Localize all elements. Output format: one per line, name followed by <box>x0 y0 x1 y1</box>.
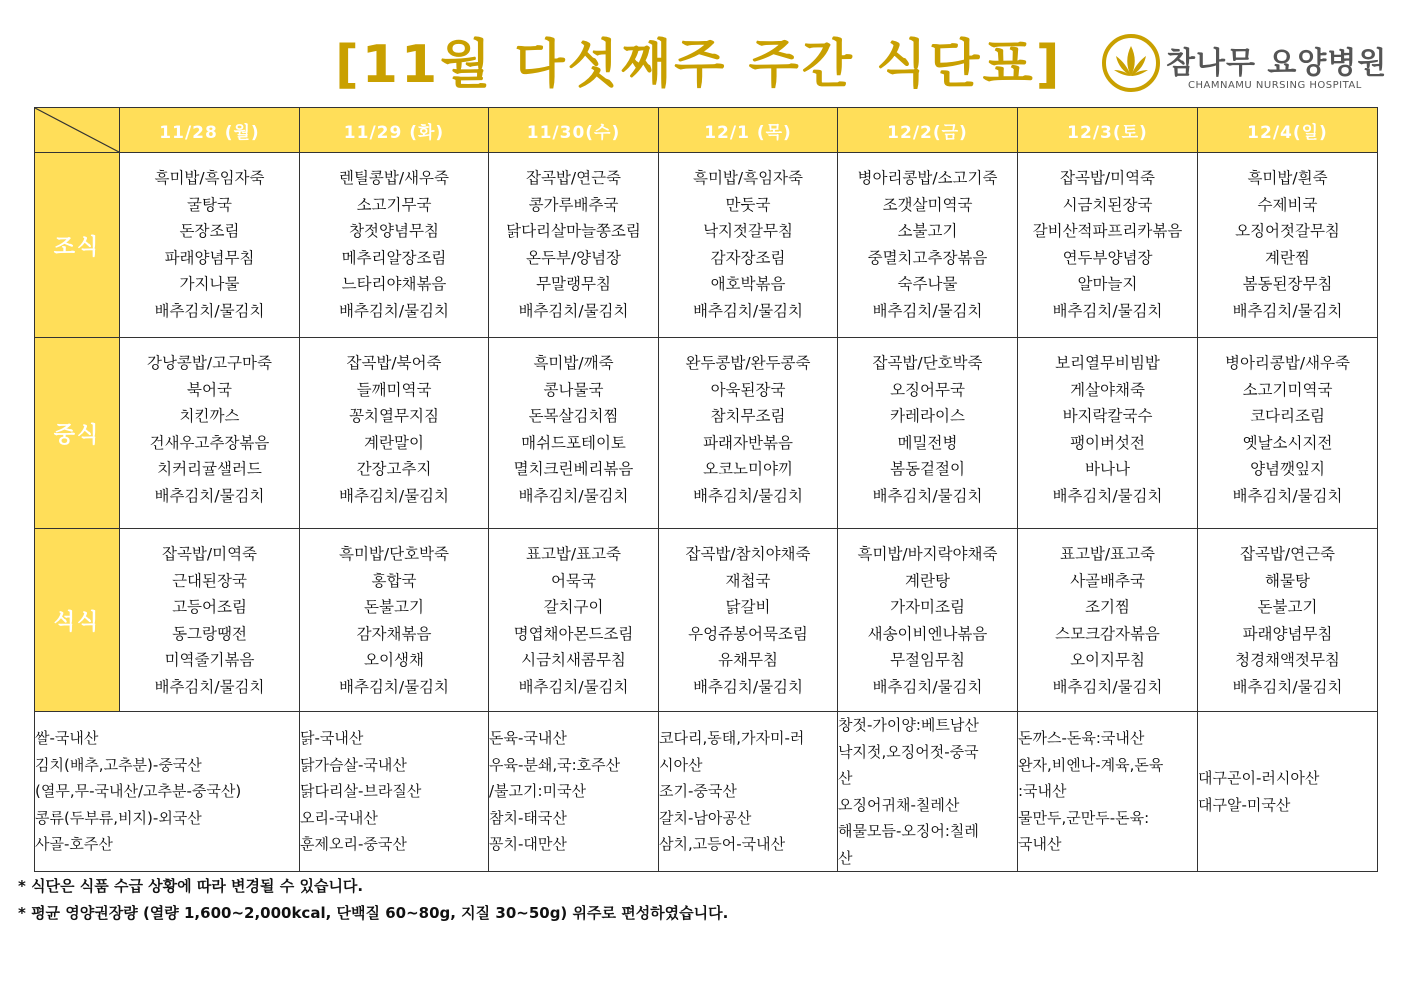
origin-line: 오징어귀채-칠레산 <box>838 795 960 814</box>
origin-cell <box>1198 712 1378 872</box>
breakfast-row <box>35 153 1378 338</box>
menu-item: 옛날소시지전 <box>1242 433 1333 452</box>
weekly-menu-table <box>34 107 1378 872</box>
menu-item: 배추김치/물김치 <box>1232 486 1343 505</box>
day-header: 11/28 (월) <box>120 108 300 153</box>
origin-line: 갈치-남아공산 <box>659 808 752 827</box>
logo-subtitle: CHAMNAMU NURSING HOSPITAL <box>1188 80 1362 91</box>
menu-item: 간장고추지 <box>356 460 432 479</box>
menu-item: 배추김치/물김치 <box>518 301 629 320</box>
menu-item: 흑미밥/흑임자죽 <box>692 169 804 187</box>
origin-line: 돈육-국내산 <box>489 729 567 748</box>
menu-item: 근대된장국 <box>172 571 247 590</box>
menu-item: 잡곡밥/미역죽 <box>161 545 258 563</box>
meal-label: 조식 <box>35 153 120 338</box>
menu-item: 오이생채 <box>364 651 424 670</box>
meal-label: 중식 <box>35 338 120 529</box>
menu-item: 알마늘지 <box>1077 275 1138 294</box>
menu-cell <box>489 529 659 712</box>
menu-item: 흑미밥/흰죽 <box>1247 169 1328 187</box>
menu-item: 조갯살미역국 <box>882 195 973 214</box>
menu-item: 보리열무비빔밥 <box>1055 354 1160 372</box>
menu-cell <box>659 338 838 529</box>
origin-line: 대구알-미국산 <box>1198 795 1291 814</box>
menu-item: 홍합국 <box>371 571 417 590</box>
origin-line: 닭다리살-브라질산 <box>300 782 422 801</box>
menu-item: 코다리조림 <box>1250 407 1325 426</box>
origin-line: 콩류(두부류,비지)-외국산 <box>35 808 202 827</box>
origin-line: 대구곤이-러시아산 <box>1198 769 1320 787</box>
menu-item: 양념깻잎지 <box>1250 460 1325 479</box>
menu-item: 우엉쥬봉어묵조림 <box>688 624 808 643</box>
origin-line: (열무,무-국내산/고추분-중국산) <box>35 782 242 801</box>
menu-item: 오코노미야끼 <box>703 460 793 479</box>
menu-item: 흑미밥/단호박죽 <box>338 545 450 563</box>
menu-item: 유채무침 <box>718 651 778 670</box>
menu-item: 흑미밥/바지락야채죽 <box>857 545 998 563</box>
menu-item: 가지나물 <box>179 275 240 294</box>
origin-line: 낙지젓,오징어젓-중국 <box>838 742 979 761</box>
menu-item: 배추김치/물김치 <box>518 486 629 505</box>
menu-item: 배추김치/물김치 <box>338 677 450 696</box>
origin-line: 돈까스-돈육:국내산 <box>1018 729 1145 748</box>
menu-item: 소고기미역국 <box>1242 380 1333 399</box>
menu-item: 잡곡밥/단호박죽 <box>872 354 983 372</box>
menu-item: 느타리야채볶음 <box>341 275 447 294</box>
menu-item: 흑미밥/깨죽 <box>533 354 614 372</box>
menu-item: 감자장조림 <box>710 248 786 267</box>
menu-cell <box>1018 529 1198 712</box>
menu-cell <box>300 338 489 529</box>
menu-item: 치커리귤샐러드 <box>157 460 262 479</box>
origin-cell <box>489 712 659 872</box>
menu-item: 재첩국 <box>725 571 771 590</box>
menu-item: 배추김치/물김치 <box>1052 301 1163 320</box>
menu-cell <box>1198 153 1378 338</box>
origin-line: /불고기:미국산 <box>489 782 587 801</box>
menu-item: 배추김치/물김치 <box>1232 301 1343 320</box>
origin-line: 사골-호주산 <box>35 835 113 854</box>
origin-line: 삼치,고등어-국내산 <box>659 835 786 854</box>
menu-cell <box>120 338 300 529</box>
menu-item: 닭갈비 <box>725 598 771 617</box>
origin-line: 국내산 <box>1018 835 1062 854</box>
origin-line: 산 <box>838 769 853 787</box>
menu-item: 숙주나물 <box>897 275 958 294</box>
menu-item: 콩가루배추국 <box>528 195 619 214</box>
footnote: * 평균 영양권장량 (열량 1,600~2,000kcal, 단백질 60~80g, 지질 30~50g) 위주로 편성하였습니다. <box>18 904 729 922</box>
menu-item: 치킨까스 <box>179 407 240 426</box>
menu-item: 배추김치/물김치 <box>518 677 629 696</box>
origin-line: 조기-중국산 <box>659 782 737 801</box>
menu-item: 중멸치고추장볶음 <box>867 248 988 267</box>
menu-item: 닭다리살마늘쫑조림 <box>506 222 641 241</box>
menu-item: 북어국 <box>187 380 232 399</box>
menu-item: 조기찜 <box>1085 598 1130 617</box>
menu-item: 소고기무국 <box>356 195 432 214</box>
menu-item: 파래자반볶음 <box>703 433 793 452</box>
menu-item: 청경채액젓무침 <box>1235 651 1340 670</box>
menu-item: 오징어무국 <box>890 380 965 399</box>
menu-item: 메밀전병 <box>897 433 958 452</box>
day-header: 12/3(토) <box>1018 108 1198 153</box>
origin-line: 완자,비엔나-계육,돈육 <box>1018 755 1164 774</box>
menu-item: 배추김치/물김치 <box>692 486 804 505</box>
menu-cell <box>1198 529 1378 712</box>
origin-cell <box>35 712 300 872</box>
menu-item: 해물탕 <box>1265 571 1310 590</box>
menu-item: 배추김치/물김치 <box>872 486 983 505</box>
menu-item: 잡곡밥/미역죽 <box>1059 169 1156 187</box>
menu-item: 명엽채아몬드조림 <box>513 624 634 643</box>
menu-item: 건새우고추장볶음 <box>149 433 270 452</box>
footnotes <box>18 873 728 927</box>
origin-line: 닭-국내산 <box>300 729 364 748</box>
menu-item: 돈불고기 <box>1257 598 1318 617</box>
menu-item: 만둣국 <box>725 195 771 214</box>
menu-item: 렌틸콩밥/새우죽 <box>338 169 450 187</box>
menu-item: 잡곡밥/연근죽 <box>525 169 622 187</box>
menu-item: 갈비산적파프리카볶음 <box>1032 222 1183 241</box>
origin-line: 창젓-가이양:베트남산 <box>838 716 979 734</box>
menu-item: 연두부양념장 <box>1062 248 1153 267</box>
menu-item: 어묵국 <box>551 571 596 590</box>
menu-item: 들깨미역국 <box>356 380 432 399</box>
menu-item: 병아리콩밥/새우죽 <box>1224 354 1350 372</box>
menu-item: 게살야채죽 <box>1070 380 1145 399</box>
menu-item: 계란말이 <box>364 433 424 452</box>
footnote: * 식단은 식품 수급 상황에 따라 변경될 수 있습니다. <box>18 877 364 895</box>
origin-line: 훈제오리-중국산 <box>300 835 407 854</box>
menu-item: 잡곡밥/북어죽 <box>346 354 442 372</box>
menu-item: 배추김치/물김치 <box>154 486 265 505</box>
leaf-emblem-icon <box>1102 34 1160 92</box>
origin-line: 오리-국내산 <box>300 808 378 827</box>
menu-item: 카레라이스 <box>890 407 965 426</box>
menu-item: 돈목살김치찜 <box>528 407 619 426</box>
menu-item: 배추김치/물김치 <box>338 486 450 505</box>
menu-cell <box>1018 338 1198 529</box>
origin-line: 산 <box>838 848 853 867</box>
origin-line: 닭가슴살-국내산 <box>300 755 407 774</box>
menu-item: 배추김치/물김치 <box>872 301 983 320</box>
menu-cell <box>838 153 1018 338</box>
menu-cell <box>489 153 659 338</box>
day-header-row <box>35 108 1378 153</box>
menu-item: 배추김치/물김치 <box>692 301 804 320</box>
menu-item: 시금치새콤무침 <box>521 651 626 670</box>
day-header: 12/4(일) <box>1198 108 1378 153</box>
day-header: 11/30(수) <box>489 108 659 153</box>
menu-item: 갈치구이 <box>543 598 604 617</box>
menu-item: 꽁치열무지짐 <box>349 407 439 426</box>
menu-item: 잡곡밥/참치야채죽 <box>685 545 811 563</box>
origin-line: 코다리,동태,가자미-러 <box>659 729 805 748</box>
origin-line: 해물모듬-오징어:칠레 <box>838 822 979 840</box>
menu-item: 고등어조림 <box>172 598 247 617</box>
menu-item: 배추김치/물김치 <box>692 677 804 696</box>
menu-item: 콩나물국 <box>543 380 604 399</box>
menu-cell <box>838 338 1018 529</box>
menu-item: 파래양념무침 <box>1242 624 1333 643</box>
menu-item: 돈불고기 <box>364 598 424 617</box>
origin-cell <box>659 712 838 872</box>
logo-name: 참나무 요양병원 <box>1166 46 1388 81</box>
hospital-logo <box>1100 32 1388 98</box>
menu-item: 병아리콩밥/소고기죽 <box>857 169 998 187</box>
page-title: [11월 다섯째주 주간 식단표] <box>335 35 1063 95</box>
menu-item: 무말랭무침 <box>536 275 611 294</box>
origin-cell <box>300 712 489 872</box>
menu-item: 멸치크린베리볶음 <box>513 460 634 479</box>
menu-cell <box>1198 338 1378 529</box>
menu-item: 배추김치/물김치 <box>1232 677 1343 696</box>
menu-item: 계란탕 <box>905 571 950 590</box>
menu-item: 배추김치/물김치 <box>872 677 983 696</box>
menu-item: 가자미조림 <box>890 598 965 617</box>
menu-item: 아욱된장국 <box>710 380 786 399</box>
menu-cell <box>300 529 489 712</box>
menu-cell <box>1018 153 1198 338</box>
menu-item: 창젓양념무침 <box>349 222 439 241</box>
menu-item: 사골배추국 <box>1070 571 1145 590</box>
menu-item: 굴탕국 <box>187 195 232 214</box>
menu-item: 봄동된장무침 <box>1242 275 1333 294</box>
lunch-row <box>35 338 1378 529</box>
day-header: 11/29 (화) <box>300 108 489 153</box>
origin-line: 꽁치-대만산 <box>489 835 567 854</box>
menu-item: 낙지젓갈무침 <box>703 222 793 241</box>
menu-item: 배추김치/물김치 <box>154 301 265 320</box>
menu-cell <box>489 338 659 529</box>
origin-line: 김치(배추,고추분)-중국산 <box>35 755 202 774</box>
menu-item: 미역줄기볶음 <box>164 651 255 670</box>
day-header: 12/1 (목) <box>659 108 838 153</box>
menu-item: 잡곡밥/연근죽 <box>1239 545 1336 563</box>
menu-item: 계란찜 <box>1265 248 1310 267</box>
origin-line: :국내산 <box>1018 782 1067 801</box>
menu-item: 강낭콩밥/고구마죽 <box>146 354 272 372</box>
menu-item: 배추김치/물김치 <box>338 301 450 320</box>
day-header: 12/2(금) <box>838 108 1018 153</box>
origin-row <box>35 712 1378 872</box>
menu-item: 바나나 <box>1085 460 1130 479</box>
menu-item: 돈장조림 <box>179 222 240 241</box>
origin-cell <box>838 712 1018 872</box>
menu-item: 매쉬드포테이토 <box>521 433 626 452</box>
menu-item: 소불고기 <box>897 222 958 241</box>
menu-item: 수제비국 <box>1257 195 1318 214</box>
menu-cell <box>120 529 300 712</box>
origin-line: 물만두,군만두-돈육: <box>1018 808 1150 827</box>
menu-item: 배추김치/물김치 <box>1052 486 1163 505</box>
menu-item: 배추김치/물김치 <box>1052 677 1163 696</box>
origin-line: 참치-태국산 <box>489 808 567 827</box>
menu-cell <box>659 153 838 338</box>
origin-line: 우육-분쇄,국:호주산 <box>489 755 621 774</box>
menu-item: 표고밥/표고죽 <box>525 545 622 563</box>
menu-cell <box>120 153 300 338</box>
corner-cell <box>35 108 120 153</box>
menu-item: 무절임무침 <box>890 651 965 670</box>
origin-line: 시아산 <box>659 755 703 774</box>
menu-item: 온두부/양념장 <box>525 248 622 267</box>
menu-item: 오징어젓갈무침 <box>1235 222 1340 241</box>
menu-item: 메추리알장조림 <box>341 248 447 267</box>
meal-label: 석식 <box>35 529 120 712</box>
menu-item: 스모크감자볶음 <box>1055 624 1160 643</box>
origin-cell <box>1018 712 1198 872</box>
menu-item: 시금치된장국 <box>1062 195 1153 214</box>
menu-item: 바지락칼국수 <box>1062 407 1153 426</box>
menu-item: 표고밥/표고죽 <box>1059 545 1156 563</box>
menu-item: 파래양념무침 <box>164 248 255 267</box>
menu-item: 새송이비엔나볶음 <box>867 624 988 643</box>
menu-item: 동그랑땡전 <box>172 624 247 643</box>
menu-item: 감자채볶음 <box>356 624 432 643</box>
menu-cell <box>838 529 1018 712</box>
origin-line: 쌀-국내산 <box>35 729 99 748</box>
menu-cell <box>300 153 489 338</box>
menu-item: 배추김치/물김치 <box>154 677 265 696</box>
menu-cell <box>659 529 838 712</box>
menu-item: 봄동겉절이 <box>890 460 965 479</box>
dinner-row <box>35 529 1378 712</box>
menu-item: 참치무조림 <box>710 407 786 426</box>
menu-item: 팽이버섯전 <box>1070 433 1145 452</box>
menu-item: 완두콩밥/완두콩죽 <box>685 354 811 372</box>
menu-item: 애호박볶음 <box>710 275 786 294</box>
menu-item: 흑미밥/흑임자죽 <box>154 169 265 187</box>
menu-item: 오이지무침 <box>1070 651 1145 670</box>
